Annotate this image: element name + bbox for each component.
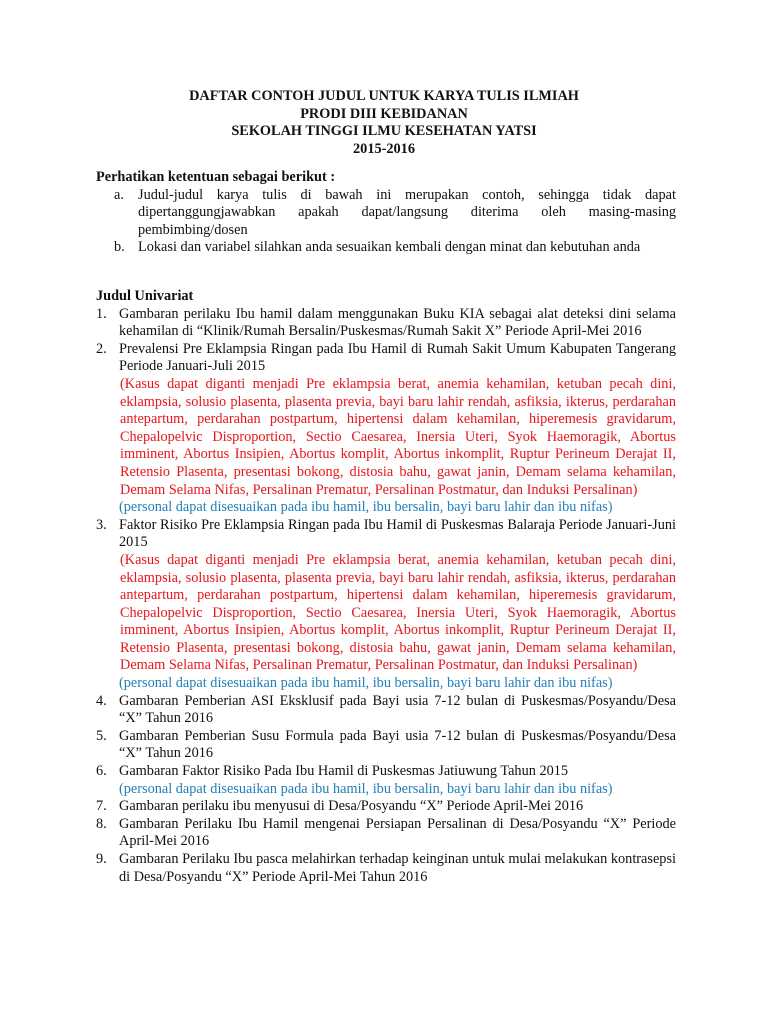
instruction-marker: a. [114, 186, 124, 203]
item-number: 1. [96, 305, 107, 322]
item-number: 9. [96, 851, 107, 867]
title-item-7 [96, 798, 676, 816]
title-item-6 [96, 763, 676, 798]
univariate-titles-section [96, 288, 676, 886]
institution-name: SEKOLAH TINGGI ILMU KESEHATAN YATSI [231, 123, 537, 140]
item-text: Prevalensi Pre Eklampsia Ringan pada Ibu Hamil di Rumah Sakit Umum Kabupaten Tangerang Periode Januari-Juli 2015 [119, 340, 676, 375]
instruction-marker: b. [114, 239, 125, 256]
instructions-section [96, 169, 676, 257]
title-item-8 [96, 816, 676, 851]
title-item-5 [96, 728, 676, 763]
title-item-3 [96, 517, 676, 693]
item-number: 6. [96, 763, 107, 780]
document-title: DAFTAR CONTOH JUDUL UNTUK KARYA TULIS ILMIAH [189, 88, 579, 104]
academic-year: 2015-2016 [353, 140, 415, 157]
document-header [0, 88, 768, 158]
item-number: 2. [96, 340, 107, 357]
subject-variation-note: (personal dapat disesuaikan pada ibu hamil, ibu bersalin, bayi baru lahir dan ibu nifas) [119, 675, 613, 692]
instruction-item [96, 187, 676, 240]
instruction-item [96, 239, 676, 257]
item-text: Gambaran Faktor Risiko Pada Ibu Hamil di Puskesmas Jatiuwung Tahun 2015 [119, 763, 569, 780]
item-text: Gambaran Perilaku Ibu Hamil mengenai Persiapan Persalinan di Desa/Posyandu “X” Periode April-Mei 2016 [119, 815, 676, 850]
instruction-text: Judul-judul karya tulis di bawah ini merupakan contoh, sehingga tidak dapat dipertanggungjawabkan apakah dapat/langsung diterima oleh masing-masing pembimbing/dosen [138, 186, 676, 238]
item-number: 3. [96, 516, 107, 533]
instruction-text: Lokasi dan variabel silahkan anda sesuaikan kembali dengan minat dan kebutuhan anda [138, 239, 641, 256]
item-number: 5. [96, 727, 107, 744]
item-number: 7. [96, 798, 107, 815]
subject-variation-note: (personal dapat disesuaikan pada ibu hamil, ibu bersalin, bayi baru lahir dan ibu nifas) [119, 780, 613, 797]
title-item-1 [96, 306, 676, 341]
item-text: Gambaran perilaku Ibu hamil dalam menggunakan Buku KIA sebagai alat deteksi dini selama kehamilan di “Klinik/Rumah Bersalin/Puskesmas/Rumah Sakit X” Periode April-Mei 2016 [119, 305, 676, 340]
subject-variation-note: (personal dapat disesuaikan pada ibu hamil, ibu bersalin, bayi baru lahir dan ibu nifas) [119, 499, 613, 516]
instructions-heading: Perhatikan ketentuan sebagai berikut : [96, 169, 336, 185]
section-heading: Judul Univariat [96, 288, 194, 304]
program-name: PRODI DIII KEBIDANAN [300, 105, 468, 122]
item-number: 8. [96, 815, 107, 832]
item-text: Faktor Risiko Pre Eklampsia Ringan pada Ibu Hamil di Puskesmas Balaraja Periode Januari-Juni 2015 [119, 516, 676, 551]
item-text: Gambaran Perilaku Ibu pasca melahirkan terhadap keinginan untuk mulai melakukan kontrasepsi di Desa/Posyandu “X” Periode April-Mei Tahun 2016 [119, 851, 676, 885]
item-number: 4. [96, 692, 107, 709]
title-item-9 [96, 851, 676, 886]
title-item-2 [96, 341, 676, 517]
item-text: Gambaran Pemberian Susu Formula pada Bayi usia 7-12 bulan di Puskesmas/Posyandu/Desa “X” Tahun 2016 [119, 727, 676, 762]
item-text: Gambaran Pemberian ASI Eksklusif pada Bayi usia 7-12 bulan di Puskesmas/Posyandu/Desa “X” Tahun 2016 [119, 692, 676, 727]
item-text: Gambaran perilaku ibu menyusui di Desa/Posyandu “X” Periode April-Mei 2016 [119, 798, 584, 815]
title-item-4 [96, 693, 676, 728]
case-variation-note: (Kasus dapat diganti menjadi Pre eklampsia berat, anemia kehamilan, ketuban pecah dini, eklampsia, solusio plasenta, plasenta previa, bayi baru lahir rendah, asfiksia, ikterus, perdarahan antepartum, perdarahan postpartum, hipertensi dalam kehamilan, hiperemesis gravidarum, Chepalopelvic Disproportion, Sectio Caesarea, Inersia Uteri, Syok Haemoragik, Abortus imminent, Abortus Insipien, Abortus komplit, Abortus inkomplit, Ruptur Perineum Derajat II, Retensio Plasenta, presentasi bokong, distosia bahu, gawat janin, Demam selama kehamilan, Demam Selama Nifas, Persalinan Prematur, Persalinan Postmatur, dan Induksi Persalinan) [120, 551, 676, 674]
case-variation-note: (Kasus dapat diganti menjadi Pre eklampsia berat, anemia kehamilan, ketuban pecah dini, eklampsia, solusio plasenta, plasenta previa, bayi baru lahir rendah, asfiksia, ikterus, perdarahan antepartum, perdarahan postpartum, hipertensi dalam kehamilan, hiperemesis gravidarum, Chepalopelvic Disproportion, Sectio Caesarea, Inersia Uteri, Syok Haemoragik, Abortus imminent, Abortus Insipien, Abortus komplit, Abortus inkomplit, Ruptur Perineum Derajat II, Retensio Plasenta, presentasi bokong, distosia bahu, gawat janin, Demam selama kehamilan, Demam Selama Nifas, Persalinan Prematur, Persalinan Postmatur, dan Induksi Persalinan) [120, 375, 676, 498]
